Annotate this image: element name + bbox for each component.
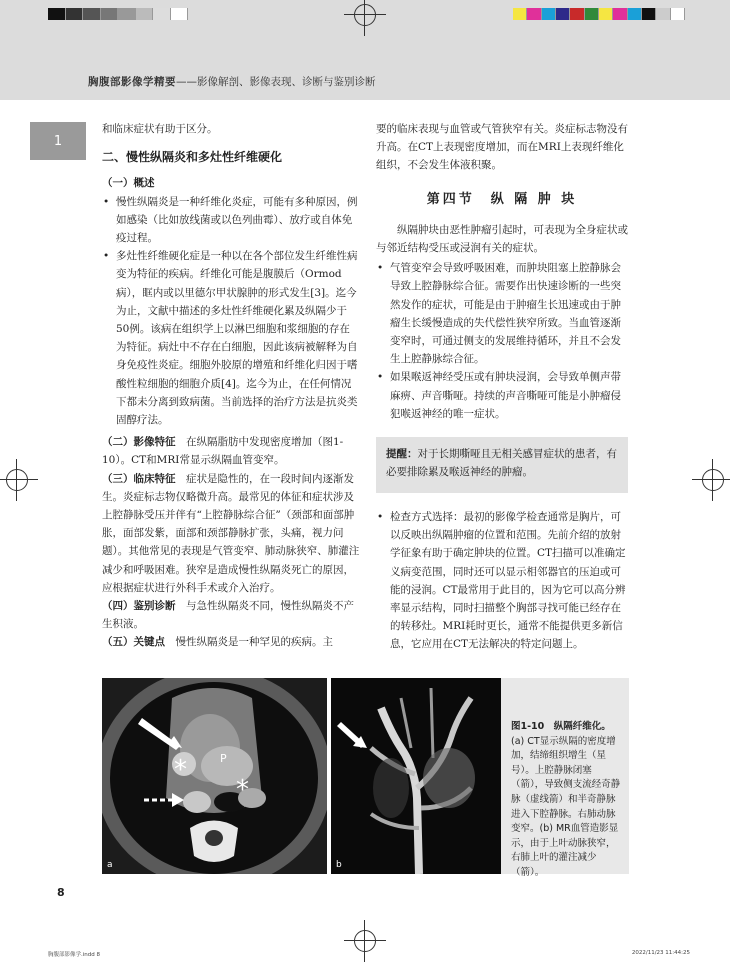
right-column-lower: [376, 508, 628, 654]
paragraph: （五）关键点 慢性纵隔炎是一种罕见的疾病。主: [102, 636, 333, 649]
running-header: [88, 74, 376, 89]
gray-swatch: [48, 8, 66, 20]
color-swatch: [556, 8, 570, 20]
footer-timestamp: 2022/11/23 11:44:25: [631, 950, 690, 956]
section-title: 第四节 纵 隔 肿 块: [426, 191, 578, 207]
paragraph: 纵隔肿块由恶性肿瘤引起时，可表现为全身症状或与邻近结构受压或浸润有关的症状。: [376, 223, 628, 255]
figure-caption: [501, 678, 629, 878]
list-item: • 气管变窄会导致呼吸困难，而肿块阻塞上腔静脉会导致上腔静脉综合征。需要作出快速诊断的一些突然发作的症状，可能是由于肿瘤生长迅速或由于肿瘤生长缓慢造成的失代偿性狭窄所致。当血管逐渐变窄时，可通过侧支的发展维持循环，并且不会发生上腔静脉综合征。: [376, 259, 628, 368]
svg-text:*: *: [174, 755, 187, 785]
left-column: [102, 120, 360, 652]
tip-box: [376, 437, 628, 493]
color-swatch: [656, 8, 670, 20]
gray-swatch: [66, 8, 84, 20]
paragraph: 要的临床表现与血管或气管狭窄有关。炎症标志物没有升高。在CT上表现密度增加，而在MRI上表现纤维化组织，不会发生体液积聚。: [376, 123, 628, 172]
figure-panel-a-ct: [102, 678, 327, 874]
subsection-heading: （二）影像特征: [102, 436, 176, 449]
color-swatch: [585, 8, 599, 20]
list-item: • 如果喉返神经受压或有肿块浸润，会导致单侧声带麻痹、声音嘶哑。持续的声音嘶哑可能是小肿瘤侵犯喉返神经的唯一症状。: [376, 368, 628, 423]
mra-image: [331, 678, 501, 874]
paragraph: （二）影像特征 在纵隔脂肪中发现密度增加（图1-10）。CT和MRI常显示纵隔血管变窄。: [102, 436, 344, 467]
list-item: • 慢性纵隔炎是一种纤维化炎症，可能有多种原因，例如感染（比如放线菌或以色列曲霉）、放疗或自体免疫过程。: [102, 193, 360, 248]
subsection-heading: （四）鉴别诊断: [102, 600, 176, 613]
panel-b-label: b: [336, 860, 342, 870]
panel-a-label: a: [107, 860, 113, 870]
color-swatch: [513, 8, 527, 20]
gray-swatch: [171, 8, 189, 20]
gray-swatch: [118, 8, 136, 20]
footer-filename: 胸腹部影像学.indd 8: [48, 952, 100, 958]
tip-label: 提醒：: [386, 448, 418, 460]
grayscale-bar: [48, 8, 188, 20]
svg-text:*: *: [236, 775, 249, 805]
book-subtitle: ——影像解剖、影像表现、诊断与鉴别诊断: [176, 76, 376, 88]
page-number: 8: [57, 886, 65, 899]
gray-swatch: [83, 8, 101, 20]
p-label: P: [220, 752, 227, 765]
chapter-tab: 1: [30, 122, 86, 160]
color-bar: [513, 8, 685, 20]
color-swatch: [570, 8, 584, 20]
book-title: 胸腹部影像学精要: [88, 76, 176, 88]
gray-swatch: [136, 8, 154, 20]
registration-mark-left: [2, 465, 32, 495]
gray-swatch: [101, 8, 119, 20]
caption-title: 图1-10 纵隔纤维化。: [511, 721, 611, 732]
subsection-heading: （一）概述: [102, 177, 155, 190]
color-swatch: [613, 8, 627, 20]
subsection-heading: （三）临床特征: [102, 472, 176, 485]
paragraph: （四）鉴别诊断 与急性纵隔炎不同，慢性纵隔炎不产生积液。: [102, 600, 354, 631]
color-swatch: [642, 8, 656, 20]
color-swatch: [628, 8, 642, 20]
paragraph: （三）临床特征 症状是隐性的，在一段时间内逐渐发生。炎症标志物仅略微升高。最常见的体征和症状涉及上腔静脉受压并伴有“上腔静脉综合征”（颈部和面部肿胀，面部发紫，面部和颈部静脉扩张，头痛，视力问题）。其他常见的表现是气管变窄、肺动脉狭窄、肺灌注减少和呼吸困难。狭窄是造成慢性纵隔炎死亡的原因，应根据症状进行外科手术或介入治疗。: [102, 472, 360, 594]
list-item: • 多灶性纤维硬化症是一种以在各个部位发生纤维性病变为特征的疾病。纤维化可能是腹膜后（Ormod病），眶内或以里德尔甲状腺肿的形式发生[3]。迄今为止，文献中描述的多灶性纤维硬化累及纵隔少于50例。该病在组织学上以淋巴细胞和浆细胞的存在为特征。病灶中不存在白细胞，因此该病被解释为自身免疫性炎症。细胞外胶原的增殖和纤维化归因于嗜酸性粒细胞的细胞介质[4]。迄今为止，在任何情况下都未分离到致病菌。当前选择的治疗方法是抗炎类固醇疗法。: [102, 247, 360, 429]
registration-mark-bottom: [350, 926, 380, 956]
section-heading: 二、慢性纵隔炎和多灶性纤维硬化: [102, 150, 283, 165]
paragraph: 和临床症状有助于区分。: [102, 123, 218, 135]
color-swatch: [542, 8, 556, 20]
registration-mark-right: [698, 465, 728, 495]
color-swatch: [599, 8, 613, 20]
figure-panel-b-mra: [331, 678, 501, 874]
list-item: • 检查方式选择：最初的影像学检查通常是胸片，可以反映出纵隔肿瘤的位置和范围。先前介绍的放射学征象有助于确定肿块的位置。CT扫描可以准确定义病变范围，同时还可以显示相邻器官的压迫或可能的浸润。CT最常用于此目的，因为它可以高分辨率显示结构，同时扫描整个胸部寻找可能已经存在的转移灶。MRI耗时更长，通常不能提供更多新信息，它应用在CT无法解决的特定问题上。: [376, 508, 628, 654]
registration-mark-top: [350, 0, 380, 30]
right-column: [376, 120, 628, 423]
caption-text: (a) CT显示纵隔的密度增加，结缔组织增生（星号）。上腔静脉闭塞（箭），导致侧支流经奇静脉（虚线箭）和半奇静脉进入下腔静脉。右肺动脉变窄。(b) MR血管造影显示，由于上叶动脉狭窄，右肺上叶的灌注减少（箭）。: [511, 735, 621, 878]
subsection-heading: （五）关键点: [102, 636, 165, 649]
tip-text: 对于长期嘶哑且无相关感冒症状的患者，有必要排除累及喉返神经的肿瘤。: [386, 448, 617, 478]
color-swatch: [527, 8, 541, 20]
ct-image: [102, 678, 327, 874]
color-swatch: [671, 8, 685, 20]
gray-swatch: [153, 8, 171, 20]
